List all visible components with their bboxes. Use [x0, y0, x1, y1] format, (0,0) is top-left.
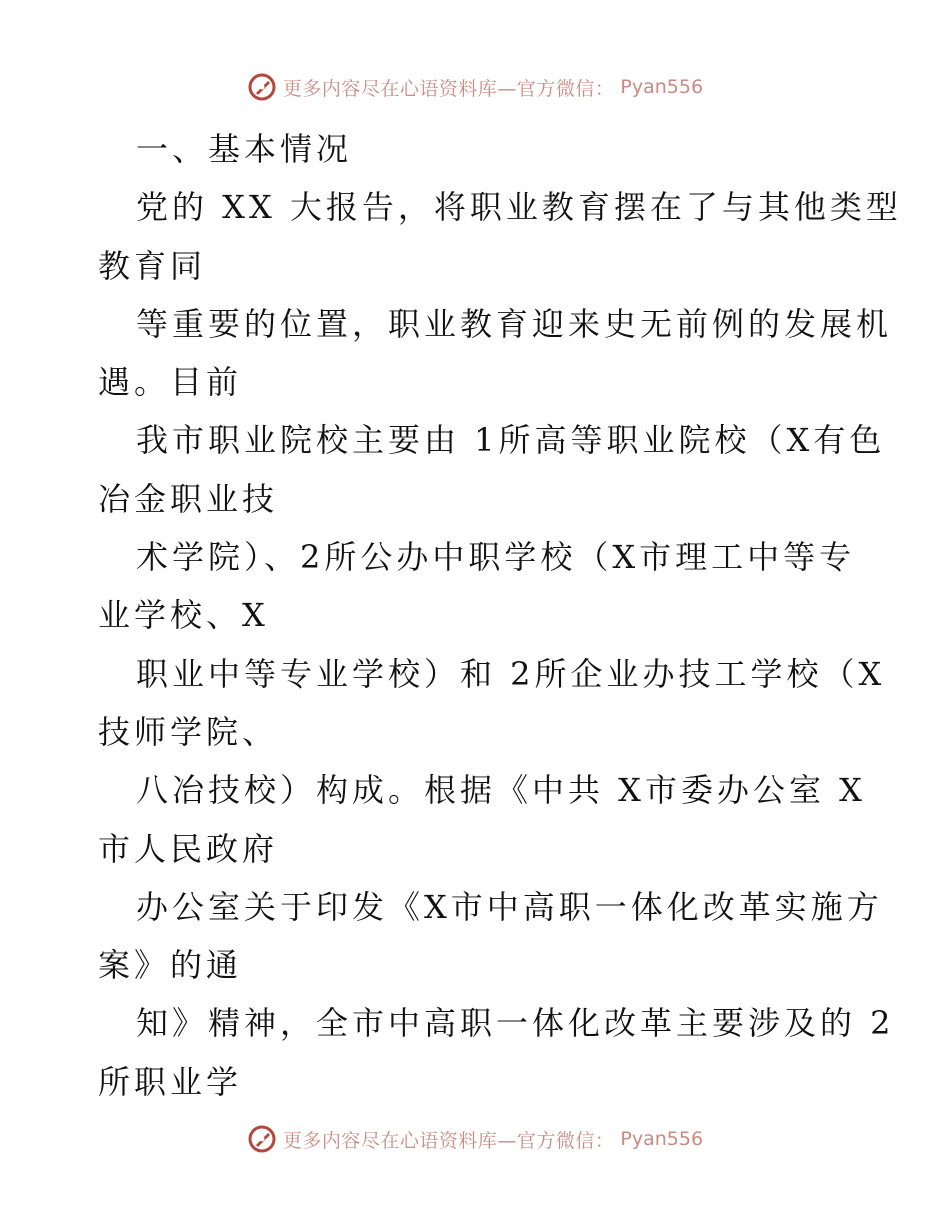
pen-circle-icon: [247, 72, 277, 102]
watermark-text: 更多内容尽在心语资料库—官方微信：: [282, 77, 615, 100]
text-line: 案》的通: [98, 946, 243, 985]
text-line: 业学校、X: [98, 596, 269, 635]
text-line: 知》精神，全市中高职一体化改革主要涉及的 2: [136, 1004, 895, 1043]
text-line: 所职业学: [98, 1062, 243, 1101]
text-line: 冶金职业技: [98, 479, 279, 518]
text-line: 一、基本情况: [136, 130, 353, 168]
text-line: 职业中等专业学校）和 2所企业办技工学校（X: [136, 654, 886, 693]
text-line: 技师学院、: [98, 712, 279, 751]
text-line: 办公室关于印发《X市中高职一体化改革实施方: [136, 887, 883, 926]
text-line: 等重要的位置，职业教育迎来史无前例的发展机: [136, 304, 893, 343]
text-line: 术学院）、2所公办中职学校（X市理工中等专: [136, 538, 856, 577]
document-body: [98, 120, 902, 1111]
watermark-text: 更多内容尽在心语资料库—官方微信：: [282, 1129, 615, 1152]
text-line: 我市职业院校主要由 1所高等职业院校（X有色: [136, 421, 886, 460]
text-line: 教育同: [98, 246, 207, 285]
text-line: 党的 XX 大报告，将职业教育摆在了与其他类型: [136, 188, 902, 227]
text-line: 遇。目前: [98, 363, 243, 402]
text-line: 市人民政府: [98, 829, 279, 868]
text-line: 八冶技校）构成。根据《中共 X市委办公室 X: [136, 771, 866, 810]
watermark-id: Pyan556: [620, 76, 704, 98]
footer-watermark: [0, 1124, 950, 1154]
header-watermark: [0, 72, 950, 102]
watermark-id: Pyan556: [620, 1128, 704, 1150]
pen-circle-icon: [247, 1124, 277, 1154]
